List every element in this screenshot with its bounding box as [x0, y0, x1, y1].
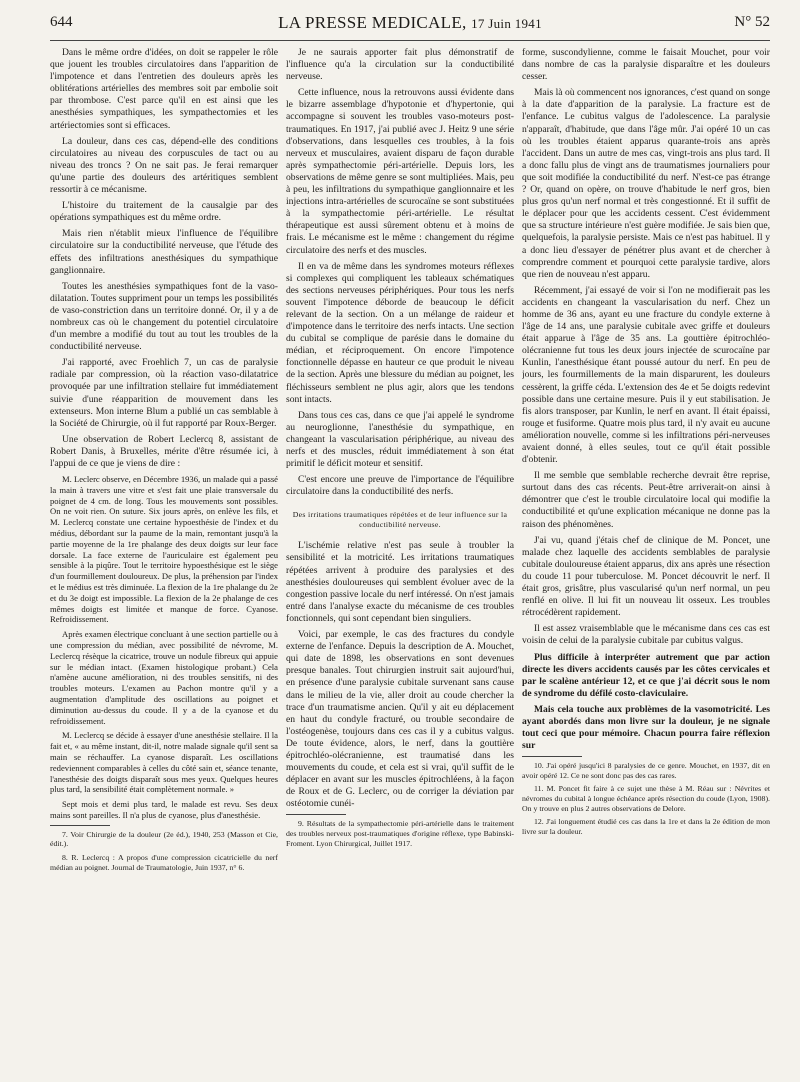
journal-masthead — [50, 13, 770, 33]
column-3 — [522, 47, 770, 1075]
page-number: 644 — [50, 14, 73, 30]
section-heading: Des irritations traumatiques répétées et de leur influence sur la conductibilité nerveuse. — [292, 510, 508, 530]
paragraph: Récemment, j'ai essayé de voir si l'on ne modifierait pas les accidents en changeant la vascularisation du nerf. Chez un homme de 36 ans, ayant eu une fracture du condyle externe à l'âge de 14 ans, une paralysie cubitale avec griffe et douleurs était apparue à l'âge de 35 ans. La gouttière épitrochléo-olécranienne fut tous les deux jours injectée de scurocaïne par Kunlin, l'anesthésique étant poussé autour du nerf. En peu de jours, les fourmillements de la main disparurent, les douleurs cessèrent, la griffe céda. L'extension des 4e et 5e doigts redevint possible dans une certaine mesure. Puis il y eut stabilisation. Je fis alors transposer, par Kunlin, le nerf en avant. Il était épaissi, rouge et fusiforme. Quatre mois plus tard, il n'y avait eu aucune amélioration nouvelle, comme si les infiltrations péri-nerveuses avaient donné, à elles seules, tout ce qu'il était possible d'obtenir. — [522, 284, 770, 466]
paragraph: La douleur, dans ces cas, dépend-elle des conditions circulatoires au niveau des corpuscules de tact ou au niveau des troncs ? On ne sait pas. Je ferai remarquer qu'une partie des douleurs des artéritiques semblent ressortir à ce mécanisme. — [50, 135, 278, 196]
case-paragraph: Sept mois et demi plus tard, le malade est revu. Ses deux mains sont pareilles. Il n'a plus de cyanose, plus d'anesthésie. — [50, 799, 278, 820]
paragraph: Dans tous ces cas, dans ce que j'ai appelé le syndrome au neuroglionne, l'anesthésie du sympathique, en changeant la vascularisation périphérique, au niveau des nerfs et des muscles, réduit immédiatement à son état primitif le déficit moteur et sensitif. — [286, 409, 514, 470]
issue-date: 17 Juin 1941 — [471, 16, 542, 31]
paragraph: Mais rien n'établit mieux l'influence de l'équilibre circulatoire sur la conductibilité nerveuse, que l'étude des effets des infiltrations anesthésiques du sympathique ganglionnaire. — [50, 228, 278, 276]
footnote: 7. Voir Chirurgie de la douleur (2e éd.), 1940, 253 (Masson et Cie, édit.). — [50, 829, 278, 849]
paragraph: J'ai rapporté, avec Froehlich 7, un cas de paralysie radiale par compression, où la réaction vaso-dilatatrice provoquée par une infiltration stellaire fut immédiatement suivie d'une réapparition de mouvement dans les extenseurs. Mon interne Blum a publié un cas semblable à la Société de Chirurgie, où il fut rapporté par Roux-Berger. — [50, 357, 278, 429]
column-1 — [50, 47, 278, 1075]
footnote: 12. J'ai longuement étudié ces cas dans la 1re et dans la 2e édition de mon livre sur la douleur. — [522, 817, 770, 836]
case-paragraph: M. Leclercq se décide à essayer d'une anesthésie stellaire. Il la fait et, « au même instant, dit-il, notre malade signale qu'il sent sa main se réchauffer. La cyanose disparaît. Les oscillations redeviennent comparables à celles du côté sain et, séance tenante, l'anesthésie des doigts disparaît sous mes yeux. Quelques heures plus tard, la sensibilité était complètement normale. » — [50, 730, 278, 795]
journal-title: LA PRESSE MEDICALE, — [278, 13, 467, 32]
paragraph: C'est encore une preuve de l'importance de l'équilibre circulatoire dans la conductibilité des nerfs. — [286, 474, 514, 498]
paragraph: L'ischémie relative n'est pas seule à troubler la sensibilité et la motricité. Les irritations traumatiques répétées arrivent à produire des paralysies et des anesthésies douloureuses qui semblent évoluer avec de la congestion passive locale du nerf intéressé. On n'est jamais entré dans l'analyse exacte du mécanisme de ces troubles fonctionnels, qui sont cependant bien singuliers. — [286, 540, 514, 624]
paragraph: J'ai vu, quand j'étais chef de clinique de M. Poncet, une malade chez laquelle des accidents semblables de paralysie cubitale douloureuse étaient apparus, dix ans après une résection du coude 11 pour tuberculose. M. Poncet découvrit le nerf. Il était gros, grisâtre, plus vascularisé qu'un nerf normal, un peu renflé en olive. Il lui fit un nouveau lit osseux. Les troubles rétrocédèrent rapidement. — [522, 534, 770, 619]
paragraph: Cette influence, nous la retrouvons aussi évidente dans le bizarre assemblage d'hypotonie et d'hypertonie, qui accompagne si souvent les troubles vaso-moteurs post-traumatiques. En 1917, j'ai publié avec J. Heitz 9 une série d'observations, dans lesquelles ces troubles, à la fois nerveux et musculaires, avaient disparu de façon durable après sympathectomie péri-artérielle. Depuis lors, les observations de même genre se sont multipliées. Mais, peu à peu, les infiltrations du sympathique ganglionnaire et les injections intra-artérielles de scurocaïne se sont substituées à la sympathectomie péri-artérielle. Le résultat thérapeutique est aussi sûrement obtenu et à moins de frais. Le mécanisme est le même : changement du régime circulatoire des nerfs et des muscles. — [286, 87, 514, 256]
footnote: 9. Résultats de la sympathectomie péri-artérielle dans le traitement des troubles nerveux post-traumatiques d'origine réflexe, type Babinski-Froment. Lyon Chirurgical, Juillet 1917. — [286, 819, 514, 848]
paragraph: Il me semble que semblable recherche devrait être reprise, surtout dans des cas récents. Peut-être arriverait-on ainsi à démontrer que c'est le trouble circulatoire local qui modifie la conductibilité et qu'une explication mécanique ne donne pas la raison des phénomènes. — [522, 470, 770, 530]
column-2 — [286, 47, 514, 1075]
case-paragraph: M. Leclerc observe, en Décembre 1936, un malade qui a passé la main à travers une vitre et s'est fait une plaie transversale du poignet de 4 cm. de long. Tous les mouvements sont possibles. On ne voit rien. On suture. Six jours après, on enlève les fils, et M. Leclercq constate une certaine hypoesthésie de l'index et du médius, débordant sur la paume de la main, remontant jusqu'à la partie moyenne de la 1re phalange des deux doigts sur leur face dorsale. La face externe de l'auriculaire est également peu sensible à la piqûre. Tout le territoire hypoesthésique est le siège d'un fourmillement douloureux. De plus, la préhension par l'index et le médius est très diminuée. La flexion de la 1re phalange du 2e et du 3e doigt est impossible. La flexion de la 2e phalange de ces mêmes doigts est limitée et manque de force. Cyanose. Refroidissement. — [50, 474, 278, 625]
paragraph: Mais cela touche aux problèmes de la vasomotricité. Les ayant abordés dans mon livre sur la douleur, je ne signale tout ceci que pour mémoire. Chacun pourra faire réflexion sur — [522, 703, 770, 752]
paragraph: Plus difficile à interpréter autrement que par action directe les divers accidents causés par les côtes cervicales et par le scalène antérieur 12, et ce que j'ai décrit sous le nom de syndrome du défilé costo-claviculaire. — [522, 651, 770, 699]
paragraph: Mais là où commencent nos ignorances, c'est quand on songe à la date d'apparition de la paralysie. La fracture est de l'enfance. Le cubitus valgus de l'adolescence. La paralysie n'apparaît, d'habitude, que dans l'âge mûr. J'ai opéré 10 un cas où les troubles étaient apparus quarante-trois ans après l'accident. Dans un autre de mes cas, vingt-trois ans plus tard. Il a donc fallu plus de vingt ans de traumatismes journaliers pour que soit modifiée la conductibilité du nerf. N'est-ce pas étrange ? Or, quand on opère, on trouve d'habitude le nerf gros, bien plus gros qu'un nerf normal et très congestionné. Et il suffit de le déplacer pour que les accidents cessent. C'est évidemment que sa structure intérieure n'est guère modifiée. Je sais bien que, quelquefois, la paralysie persiste. Mais ce n'est pas habituel. Il y a donc lieu d'essayer de pénétrer plus avant et de chercher à comprendre comment et pourquoi cette paralysie tardive, alors que rien de nouveau n'est apparu. — [522, 87, 770, 280]
paragraph: Il est assez vraisemblable que le mécanisme dans ces cas est voisin de celui de la paralysie cubitale par cubitus valgus. — [522, 623, 770, 647]
case-paragraph: Après examen électrique concluant à une section partielle ou à une compression du médian, avec possibilité de névrome, M. Leclercq résèque la cicatrice, trouve un nodule fibreux qui appuie sur le médian intact. (Examen histologique probant.) Cela n'amène aucune amélioration, ni des troubles sensitifs, ni des troubles moteurs. L'examen au Pachon montre qu'il y a augmentation d'amplitude des oscillations au poignet et diminution au-dessus du coude. Il y a de la cyanose et du refroidissement. — [50, 629, 278, 726]
footnote-rule — [522, 756, 582, 757]
footnote-rule — [50, 825, 110, 826]
footnote: 10. J'ai opéré jusqu'ici 8 paralysies de ce genre. Mouchet, en 1937, dit en avoir opéré 12. Ce ne sont donc pas des cas rares. — [522, 761, 770, 780]
footnote: 11. M. Poncet fit faire à ce sujet une thèse à M. Réau sur : Névrites et névromes du cubital à longue échéance après résection du coude (Lyon, 1908). On y trouve en plus 2 autres observations de Delore. — [522, 784, 770, 813]
paragraph: Il en va de même dans les syndromes moteurs réflexes si complexes qui compliquent les tableaux schématiques des sections nerveuses périphériques. Pour tous les nerfs souvent l'impotence déborde de beaucoup le déficit relevant de la section. On a un mélange de raideur et d'impotence dans le territoire des nerfs intacts. Une section du cubital se complique de parésie dans le domaine du médian, et réciproquement. On encore l'impotence fonctionnelle dépasse en hauteur ce que produit le niveau de la section. Après une blessure du médian au poignet, les fléchisseurs semblent ne plus agir, alors que les tendons sont intacts. — [286, 260, 514, 405]
issue-number: N° 52 — [734, 14, 770, 30]
paragraph: Toutes les anesthésies sympathiques font de la vaso-dilatation. Toutes suppriment pour un temps les possibilités de vaso-constriction dans un territoire donné. Or, il y a de nombreux cas où le changement du potentiel circulatoire d'un membre a modifié du tout au tout les troubles de la conductibilité nerveuse. — [50, 280, 278, 353]
footnote: 8. R. Leclercq : A propos d'une compression cicatricielle du nerf médian au poignet. Journal de Traumatologie, Juin 1937, n° 6. — [50, 852, 278, 872]
paragraph: forme, suscondylienne, comme le faisait Mouchet, pour voir dans nombre de cas la paralysie disparaître et les douleurs cesser. — [522, 47, 770, 83]
paragraph: Une observation de Robert Leclercq 8, assistant de Robert Danis, à Bruxelles, mérite d'être résumée ici, à l'appui de ce que je viens de dire : — [50, 433, 278, 469]
paragraph: Voici, par exemple, le cas des fractures du condyle externe de l'enfance. Depuis la description de A. Mouchet, qui date de 1898, les observations en sont devenues presque banales. Tout chirurgien instruit sait aujourd'hui, en présence d'une paralysie cubitale survenant sans cause dans le milieu de la vie, aller droit au coude chercher la trace d'un traumatisme ancien. Qu'il y ait eu déplacement en haut du condyle fracturé, ou trouble secondaire de l'ostéogenèse, toujours dans ces cas il y a cubitus valgus. De toute évidence, alors, le nerf, dans la gouttière épitrochléo-olécranienne, est traumatisé dans les mouvements du coude, et cela est si vrai, qu'il suffit de le déplacer en avant sur les muscles épitrochléens, à la façon de Roux et de G. Leclerc, ou de corriger la déviation par ostéotomie cunéi- — [286, 629, 514, 810]
footnote-rule — [286, 814, 346, 815]
paragraph: Dans le même ordre d'idées, on doit se rappeler le rôle que jouent les troubles circulatoires dans l'apparition de l'impotence et dans l'entretien des douleurs après les oblitérations artérielles des membres soit par embolie soit par thrombose. C'est parce qu'il en est ainsi que les anesthésies sympathiques, les sympathectomies et les artériectomies sont si efficaces. — [50, 47, 278, 131]
page-header — [50, 14, 770, 41]
paragraph: L'histoire du traitement de la causalgie par des opérations sympathiques est du même ordre. — [50, 200, 278, 224]
paragraph: Je ne saurais apporter fait plus démonstratif de l'influence qu'a la circulation sur la conductibilité nerveuse. — [286, 47, 514, 83]
